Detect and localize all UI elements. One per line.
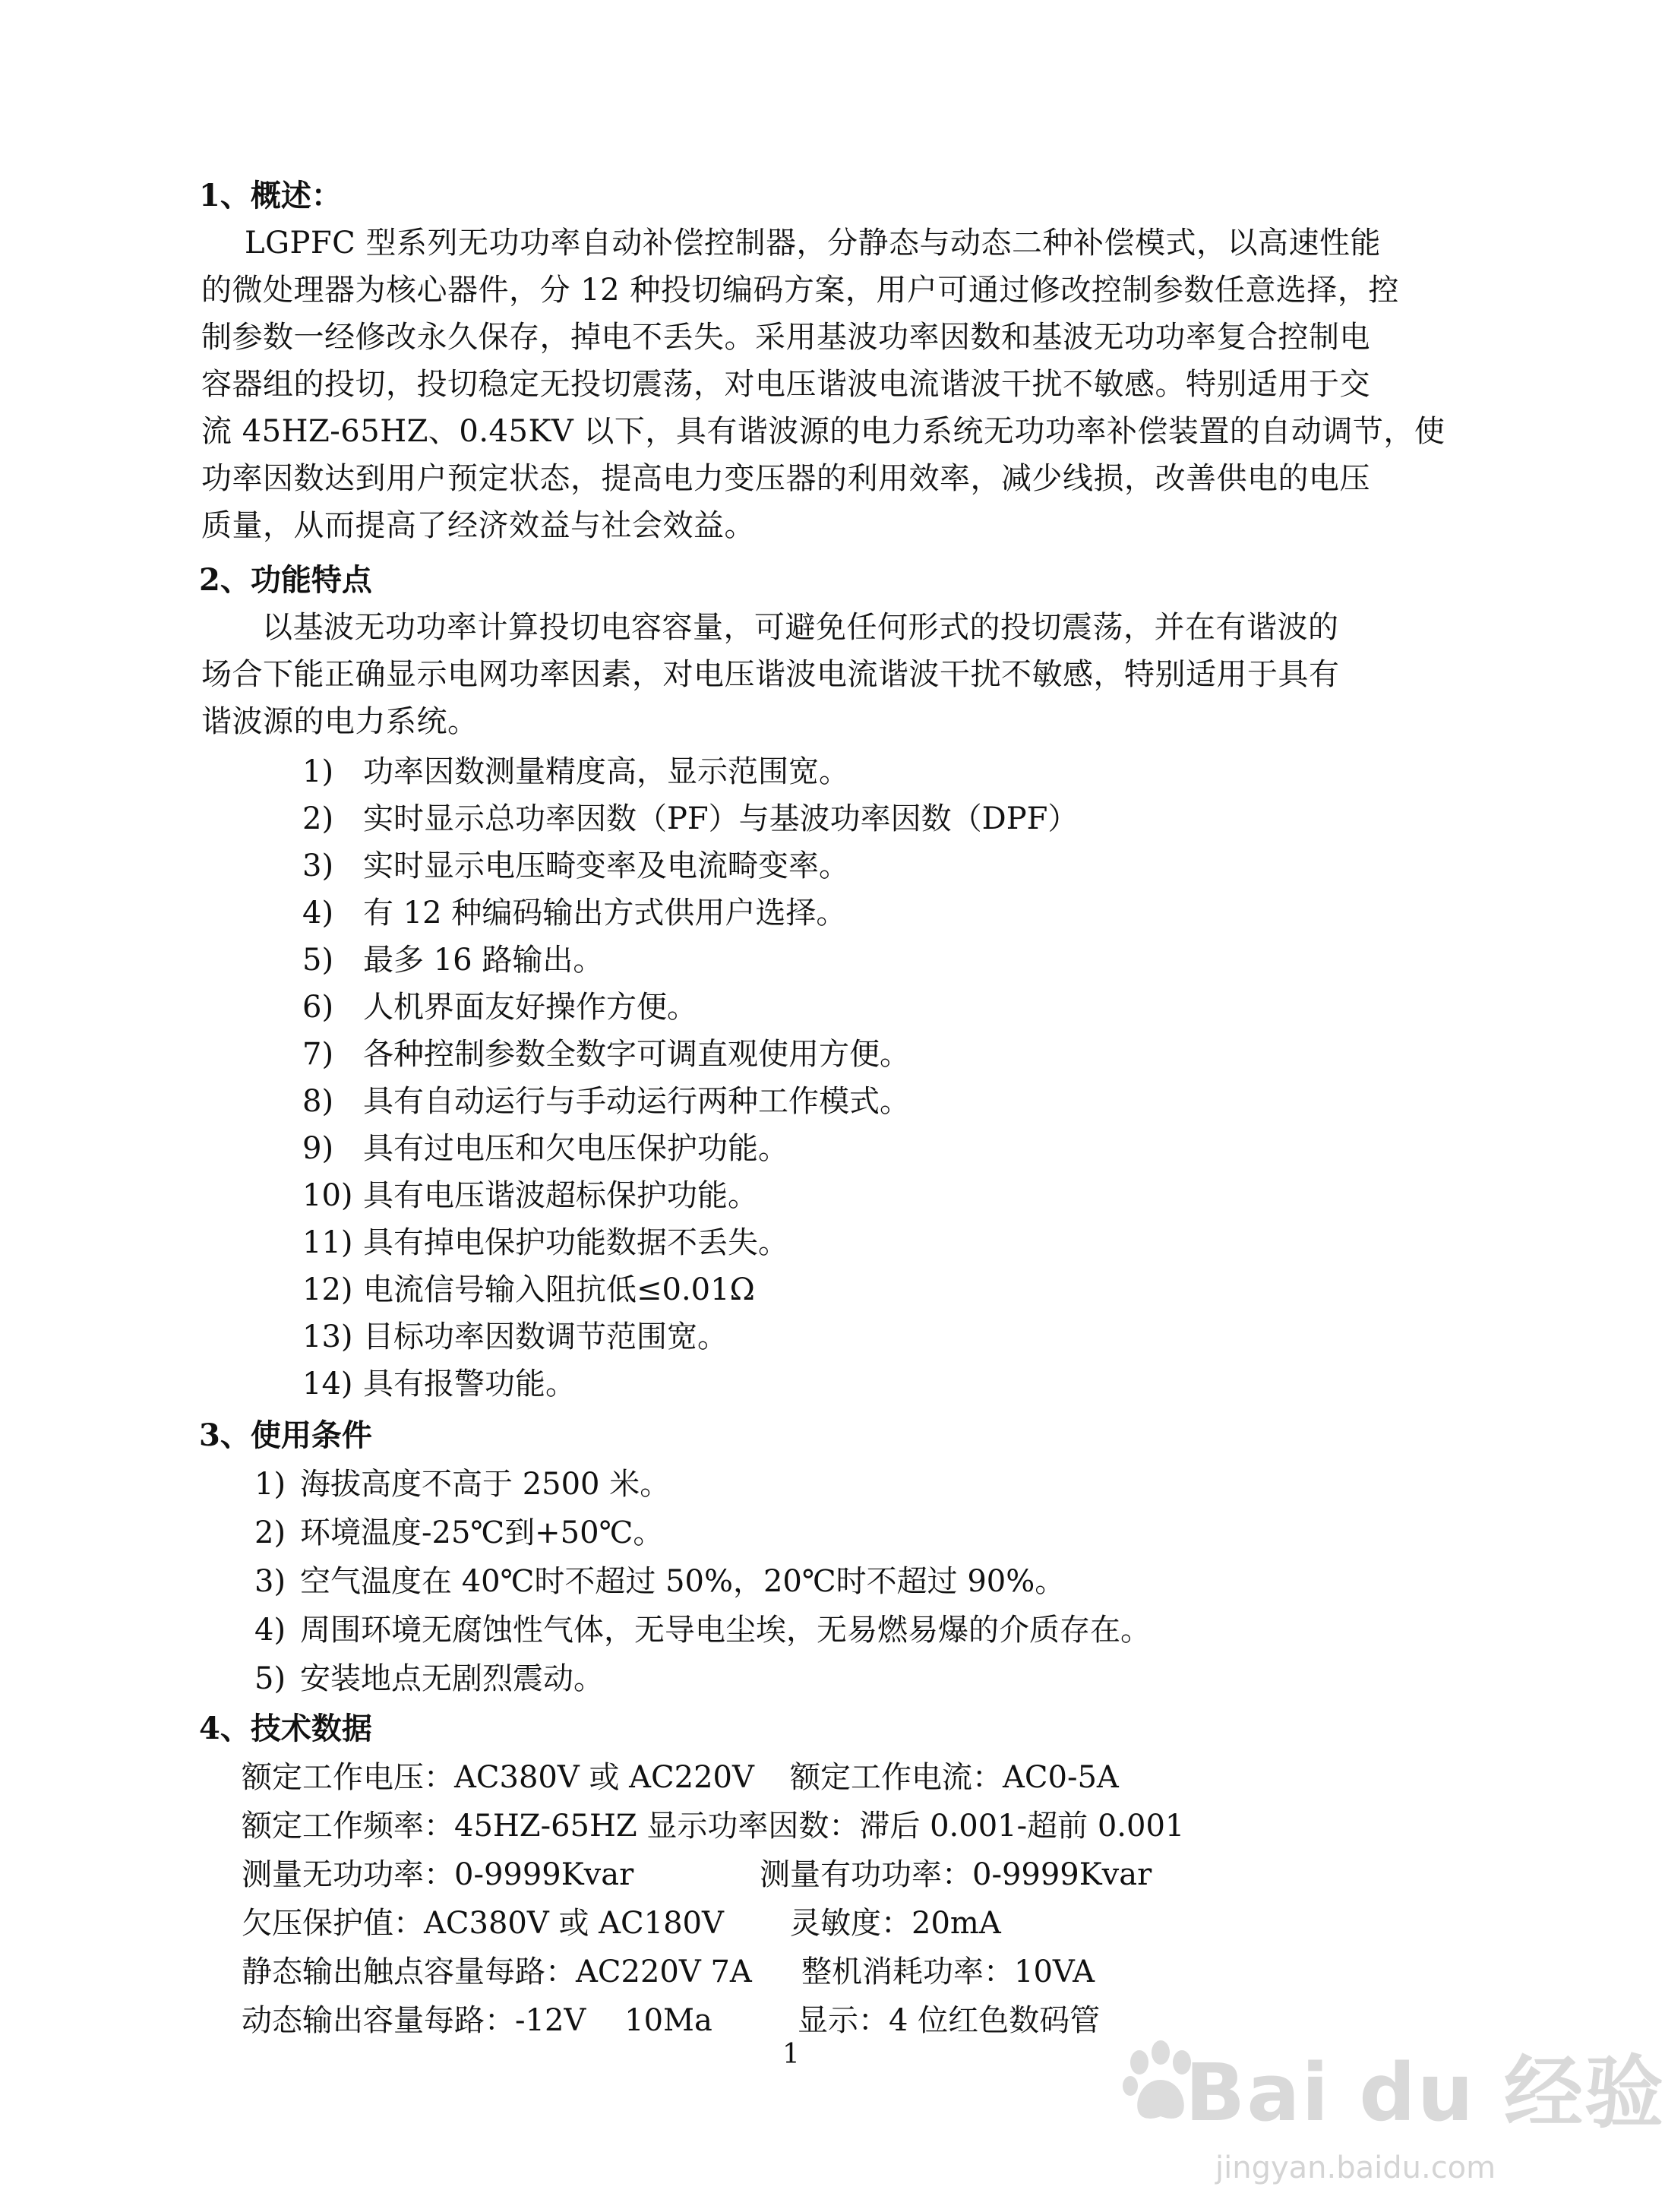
condition-text: 空气温度在 40℃时不超过 50%，20℃时不超过 90%。 [300, 1564, 1066, 1599]
spec-reactive-power: 测量无功功率：0-9999Kvar [242, 1857, 634, 1892]
watermark-logo: Bai du 经验 [1185, 2046, 1665, 2139]
feature-text: 功率因数测量精度高，显示范围宽。 [363, 754, 849, 789]
feature-number: 4) [302, 896, 334, 931]
feature-number: 2) [302, 801, 334, 836]
page-number: 1 [782, 2039, 800, 2070]
feature-text: 具有过电压和欠电压保护功能。 [363, 1131, 788, 1166]
spec-display: 显示：4 位红色数码管 [798, 2003, 1101, 2038]
spec-static-output: 静态输出触点容量每路：AC220V 7A [242, 1954, 752, 1989]
section-heading-features: 2、功能特点 [199, 562, 372, 598]
condition-number: 5) [254, 1661, 286, 1696]
overview-line-1: LGPFC 型系列无功功率自动补偿控制器，分静态与动态二种补偿模式，以高速性能 [245, 226, 1382, 261]
condition-text: 环境温度-25℃到+50℃。 [300, 1515, 664, 1550]
feature-number: 10) [302, 1178, 353, 1213]
feature-text: 具有电压谐波超标保护功能。 [363, 1178, 758, 1213]
spec-rated-current: 额定工作电流：AC0-5A [790, 1760, 1119, 1795]
overview-line-3: 制参数一经修改永久保存，掉电不丢失。采用基波功率因数和基波无功功率复合控制电 [201, 320, 1370, 355]
condition-number: 2) [254, 1515, 286, 1550]
condition-number: 1) [254, 1467, 286, 1502]
watermark-url: jingyan.baidu.com [1215, 2150, 1496, 2185]
feature-text: 具有自动运行与手动运行两种工作模式。 [363, 1084, 910, 1119]
overview-line-6: 功率因数达到用户预定状态，提高电力变压器的利用效率，减少线损，改善供电的电压 [201, 461, 1370, 496]
feature-text: 目标功率因数调节范围宽。 [363, 1319, 728, 1354]
feature-text: 具有掉电保护功能数据不丢失。 [363, 1225, 788, 1260]
features-intro-line-1: 以基波无功功率计算投切电容容量，可避免任何形式的投切震荡，并在有谐波的 [262, 610, 1339, 645]
feature-text: 人机界面友好操作方便。 [363, 990, 697, 1025]
overview-line-4: 容器组的投切，投切稳定无投切震荡，对电压谐波电流谐波干扰不敏感。特别适用于交 [201, 367, 1370, 402]
condition-text: 海拔高度不高于 2500 米。 [300, 1467, 671, 1502]
feature-number: 13) [302, 1319, 353, 1354]
feature-number: 11) [302, 1225, 353, 1260]
overview-line-2: 的微处理器为核心器件，分 12 种投切编码方案，用户可通过修改控制参数任意选择，控 [201, 273, 1399, 308]
feature-number: 5) [302, 943, 334, 978]
feature-text: 各种控制参数全数字可调直观使用方便。 [363, 1037, 910, 1072]
feature-number: 3) [302, 848, 334, 883]
spec-undervoltage: 欠压保护值：AC380V 或 AC180V [242, 1906, 724, 1941]
feature-number: 7) [302, 1037, 334, 1072]
feature-text: 有 12 种编码输出方式供用户选择。 [363, 896, 847, 931]
section-heading-overview: 1、概述： [199, 178, 342, 213]
spec-rated-frequency: 额定工作频率：45HZ-65HZ 显示功率因数：滞后 0.001-超前 0.001 [242, 1809, 1185, 1844]
feature-number: 12) [302, 1272, 353, 1307]
feature-text: 最多 16 路输出。 [363, 943, 604, 978]
feature-text: 电流信号输入阻抗低≤0.01Ω [363, 1272, 755, 1307]
section-heading-conditions: 3、使用条件 [199, 1417, 372, 1453]
feature-number: 9) [302, 1131, 334, 1166]
spec-dynamic-output: 动态输出容量每路：-12V 10Ma [242, 2003, 712, 2038]
feature-text: 具有报警功能。 [363, 1367, 576, 1401]
feature-text: 实时显示电压畸变率及电流畸变率。 [363, 848, 849, 883]
features-intro-line-3: 谐波源的电力系统。 [201, 704, 479, 739]
spec-sensitivity: 灵敏度：20mA [790, 1906, 1001, 1941]
spec-active-power: 测量有功功率：0-9999Kvar [760, 1857, 1152, 1892]
condition-number: 4) [254, 1613, 286, 1648]
feature-number: 14) [302, 1367, 353, 1401]
condition-text: 安装地点无剧烈震动。 [300, 1661, 604, 1696]
feature-text: 实时显示总功率因数（PF）与基波功率因数（DPF） [363, 801, 1079, 836]
section-heading-specs: 4、技术数据 [199, 1711, 372, 1746]
spec-rated-voltage: 额定工作电压：AC380V 或 AC220V [242, 1760, 754, 1795]
overview-line-5: 流 45HZ-65HZ、0.45KV 以下，具有谐波源的电力系统无功功率补偿装置的自动调节，使 [201, 414, 1445, 449]
spec-power-consumption: 整机消耗功率：10VA [801, 1954, 1095, 1989]
condition-number: 3) [254, 1564, 286, 1599]
feature-number: 1) [302, 754, 334, 789]
feature-number: 8) [302, 1084, 334, 1119]
features-intro-line-2: 场合下能正确显示电网功率因素，对电压谐波电流谐波干扰不敏感，特别适用于具有 [201, 657, 1340, 692]
baidu-jingyan-watermark [1117, 2036, 1665, 2203]
feature-number: 6) [302, 990, 334, 1025]
overview-line-7: 质量，从而提高了经济效益与社会效益。 [201, 508, 755, 543]
condition-text: 周围环境无腐蚀性气体，无导电尘埃，无易燃易爆的介质存在。 [300, 1613, 1151, 1648]
